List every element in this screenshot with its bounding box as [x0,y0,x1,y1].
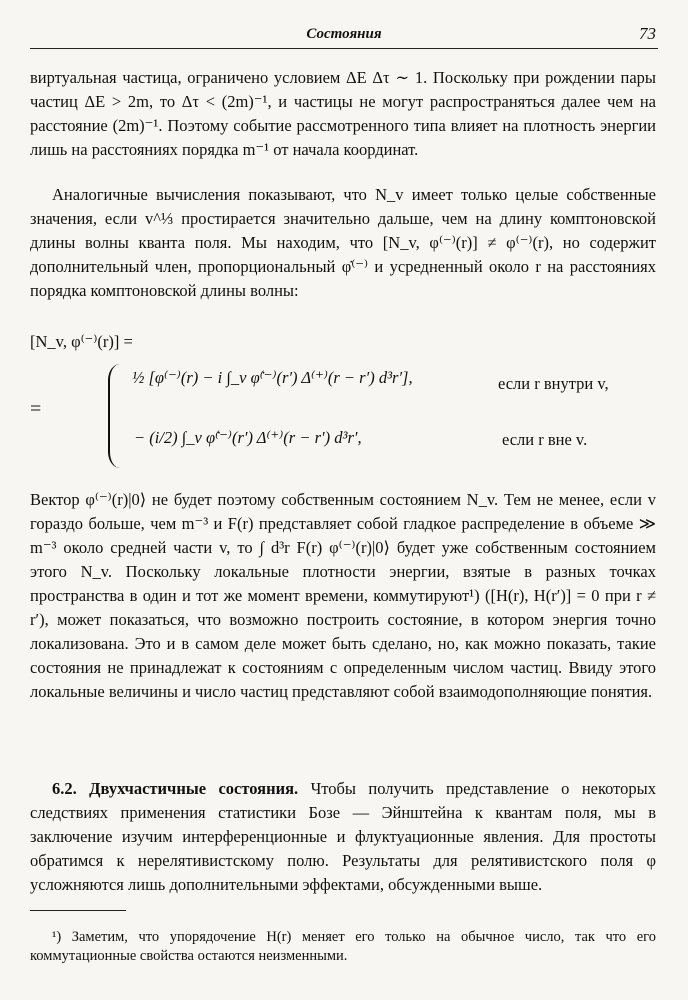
paragraph-1 [30,66,656,162]
section-6-2 [30,777,656,897]
paragraph-3-text: Вектор φ⁽⁻⁾(r)|0⟩ не будет поэтому собственным состоянием N_v. Тем не менее, если v гораздо больше, чем m⁻³ и F(r) представляет собой гладкое распределение в объеме ≫ m⁻³ около средней части v, то ∫ d³r F(r) φ⁽⁻⁾(r)|0⟩ будет уже собственным состоянием этого N_v. Поскольку локальные плотности энергии, взятые в разных точках пространства в один и тот же момент времени, коммутируют¹) ([H(r), H(r′)] = 0 при r ≠ r′), может показаться, что возможно построить состояние, в котором энергия точно локализована. Это и в самом деле может быть сделано, но, как можно показать, такие состояния не принадлежат к состояниям с определенным числом частиц. Ввиду этого локальные величины и число частиц представляют собой взаимодополняющие понятия. [30,490,656,701]
equation-case-1-condition: если r внутри v, [498,374,609,393]
equation-cases [30,362,656,472]
paragraph-2 [30,183,656,303]
paragraph-3 [30,488,656,704]
paragraph-1-text: виртуальная частица, ограничено условием ΔE Δτ ∼ 1. Поскольку при рождении пары частиц ΔE > 2m, то Δτ < (2m)⁻¹, и частицы не могут распространяться далее чем на расстояние (2m)⁻¹. Поэтому событие рассмотренного типа влияет на плотность энергии лишь на расстояниях порядка m⁻¹ от начала координат. [30,68,656,159]
equation-lhs: [N_v, φ⁽⁻⁾(r)] = [30,332,133,351]
page-number: 73 [639,24,656,43]
left-brace [108,364,124,468]
footnote-divider [30,910,126,911]
equation-case-2: − (i/2) ∫_v φ̇⁽⁻⁾(r′) Δ⁽⁺⁾(r − r′) d³r′, [134,428,362,447]
equation-case-2-condition: если r вне v. [502,430,588,449]
paragraph-2-text: Аналогичные вычисления показывают, что N_v имеет только целые собственные значения, если v^⅓ простирается значительно дальше, чем на длину комптоновской длины волны кванта поля. Мы находим, что [N_v, φ⁽⁻⁾(r)] ≠ φ⁽⁻⁾(r), но содержит дополнительный член, пропорциональный φ̇⁽⁻⁾ и усредненный около r на расстояниях порядка комптоновской длины волны: [30,185,656,300]
equation-case-1: ½ [φ⁽⁻⁾(r) − i ∫_v φ̇⁽⁻⁾(r′) Δ⁽⁺⁾(r − r′) d³r′], [132,368,413,387]
section-title: Двухчастичные состояния. [89,779,299,798]
section-number: 6.2. [52,779,77,798]
section-text: Чтобы получить представление о некоторых следствиях применения статистики Бозе — Эйнштейна к квантам поля, мы в заключение изучим интерференционные и флуктуационные явления. Для простоты обратимся к нерелятивистскому полю. Результаты для релятивистского поля φ усложняются лишь дополнительными эффектами, обсужденными выше. [30,779,657,894]
footnote: ¹) Заметим, что упорядочение H(r) меняет его только на обычное число, так что его коммутационные свойства остаются неизменными. [30,929,656,964]
section-paragraph [30,777,656,897]
running-title: Состояния [306,26,382,42]
page-header [30,26,658,49]
equation-equals-sign: = [30,398,42,420]
